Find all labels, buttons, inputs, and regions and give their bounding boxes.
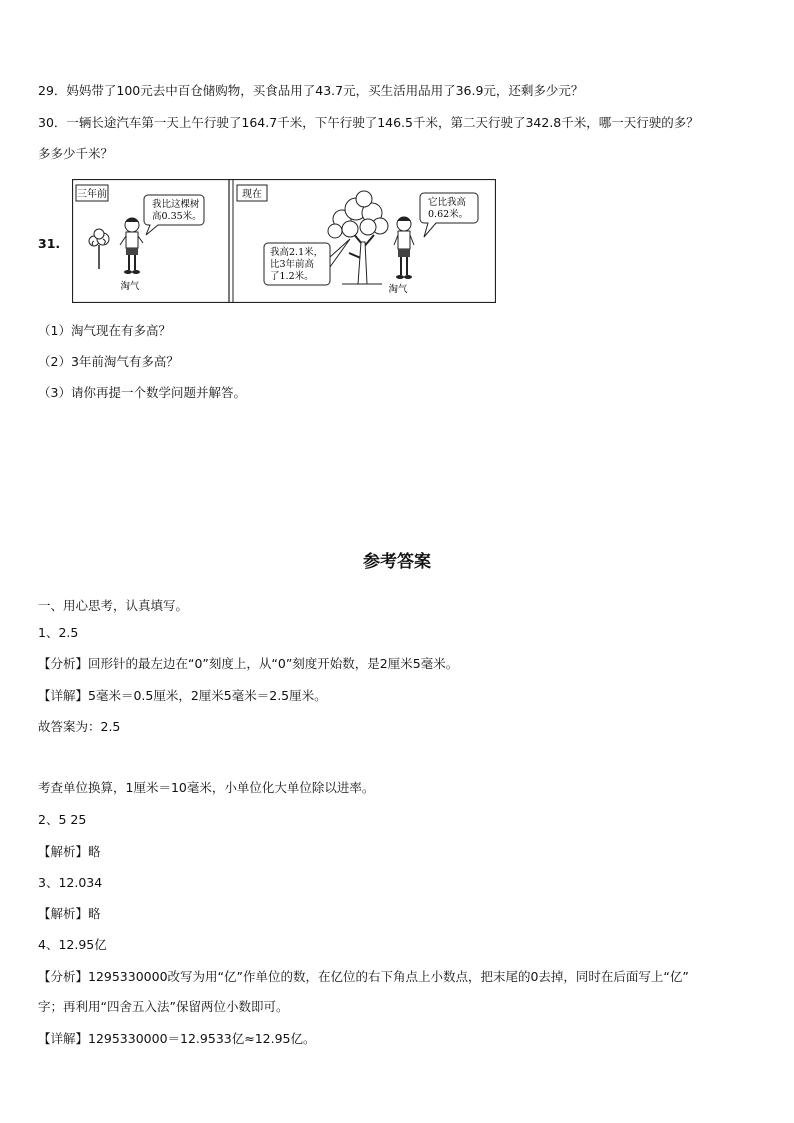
- panel-right-tree-line3: 了1.2米。: [270, 271, 314, 282]
- answer-1-detail: 【详解】5毫米＝0.5厘米，2厘米5毫米＝2.5厘米。: [38, 688, 327, 703]
- answer-4-head: 4、12.95亿: [38, 937, 107, 952]
- answer-4-analysis-line2: 字；再利用“四舍五入法”保留两位小数即可。: [38, 999, 289, 1014]
- answer-1-analysis: 【分析】回形针的最左边在“0”刻度上，从“0”刻度开始数，是2厘米5毫米。: [38, 656, 459, 671]
- question-31-figure: [72, 179, 496, 303]
- answer-4-analysis-line1: 【分析】1295330000改写为用“亿”作单位的数，在亿位的右下角点上小数点，把末尾的0去掉，同时在后面写上“亿”: [38, 969, 689, 984]
- question-30-line1: 30．一辆长途汽车第一天上午行驶了164.7千米，下午行驶了146.5千米，第二天行驶了342.8千米，哪一天行驶的多？: [38, 115, 699, 130]
- panel-right-caption: 淘气: [388, 284, 408, 295]
- panel-right-child-line2: 0.62米。: [428, 209, 469, 220]
- answers-title: 参考答案: [363, 552, 431, 572]
- answer-4-detail: 【详解】1295330000＝12.9533亿≈12.95亿。: [38, 1031, 316, 1046]
- question-31-sub1: （1）淘气现在有多高？: [38, 323, 171, 338]
- question-31-number: 31.: [38, 236, 61, 251]
- panel-right-tree-line2: 比3年前高: [270, 259, 315, 270]
- question-31-sub2: （2）3年前淘气有多高？: [38, 354, 179, 369]
- answer-3-head: 3、12.034: [38, 875, 103, 890]
- panel-left-caption: 淘气: [120, 281, 140, 292]
- answer-3-analysis: 【解析】略: [38, 906, 101, 921]
- answer-1-note: 考查单位换算，1厘米＝10毫米，小单位化大单位除以进率。: [38, 780, 375, 795]
- answer-1-head: 1、2.5: [38, 625, 79, 640]
- panel-left-bubble-line1: 我比这棵树: [152, 199, 200, 210]
- panel-right-title: 现在: [242, 189, 262, 200]
- panel-left-title: 三年前: [77, 189, 107, 200]
- question-30-line2: 多多少千米？: [38, 146, 114, 161]
- panel-left-bubble-line2: 高0.35米。: [152, 211, 202, 222]
- answer-2-head: 2、5 25: [38, 812, 87, 827]
- panel-right-tree-line1: 我高2.1米，: [270, 247, 324, 258]
- question-29: 29．妈妈带了100元去中百仓储购物，买食品用了43.7元，买生活用品用了36.9元，还剩多少元？: [38, 83, 584, 98]
- question-31-sub3: （3）请你再提一个数学问题并解答。: [38, 385, 246, 400]
- answers-section-1: 一、用心思考，认真填写。: [38, 598, 189, 613]
- answer-1-final: 故答案为：2.5: [38, 719, 121, 734]
- panel-right-child-line1: 它比我高: [428, 197, 467, 208]
- answer-2-analysis: 【解析】略: [38, 844, 101, 859]
